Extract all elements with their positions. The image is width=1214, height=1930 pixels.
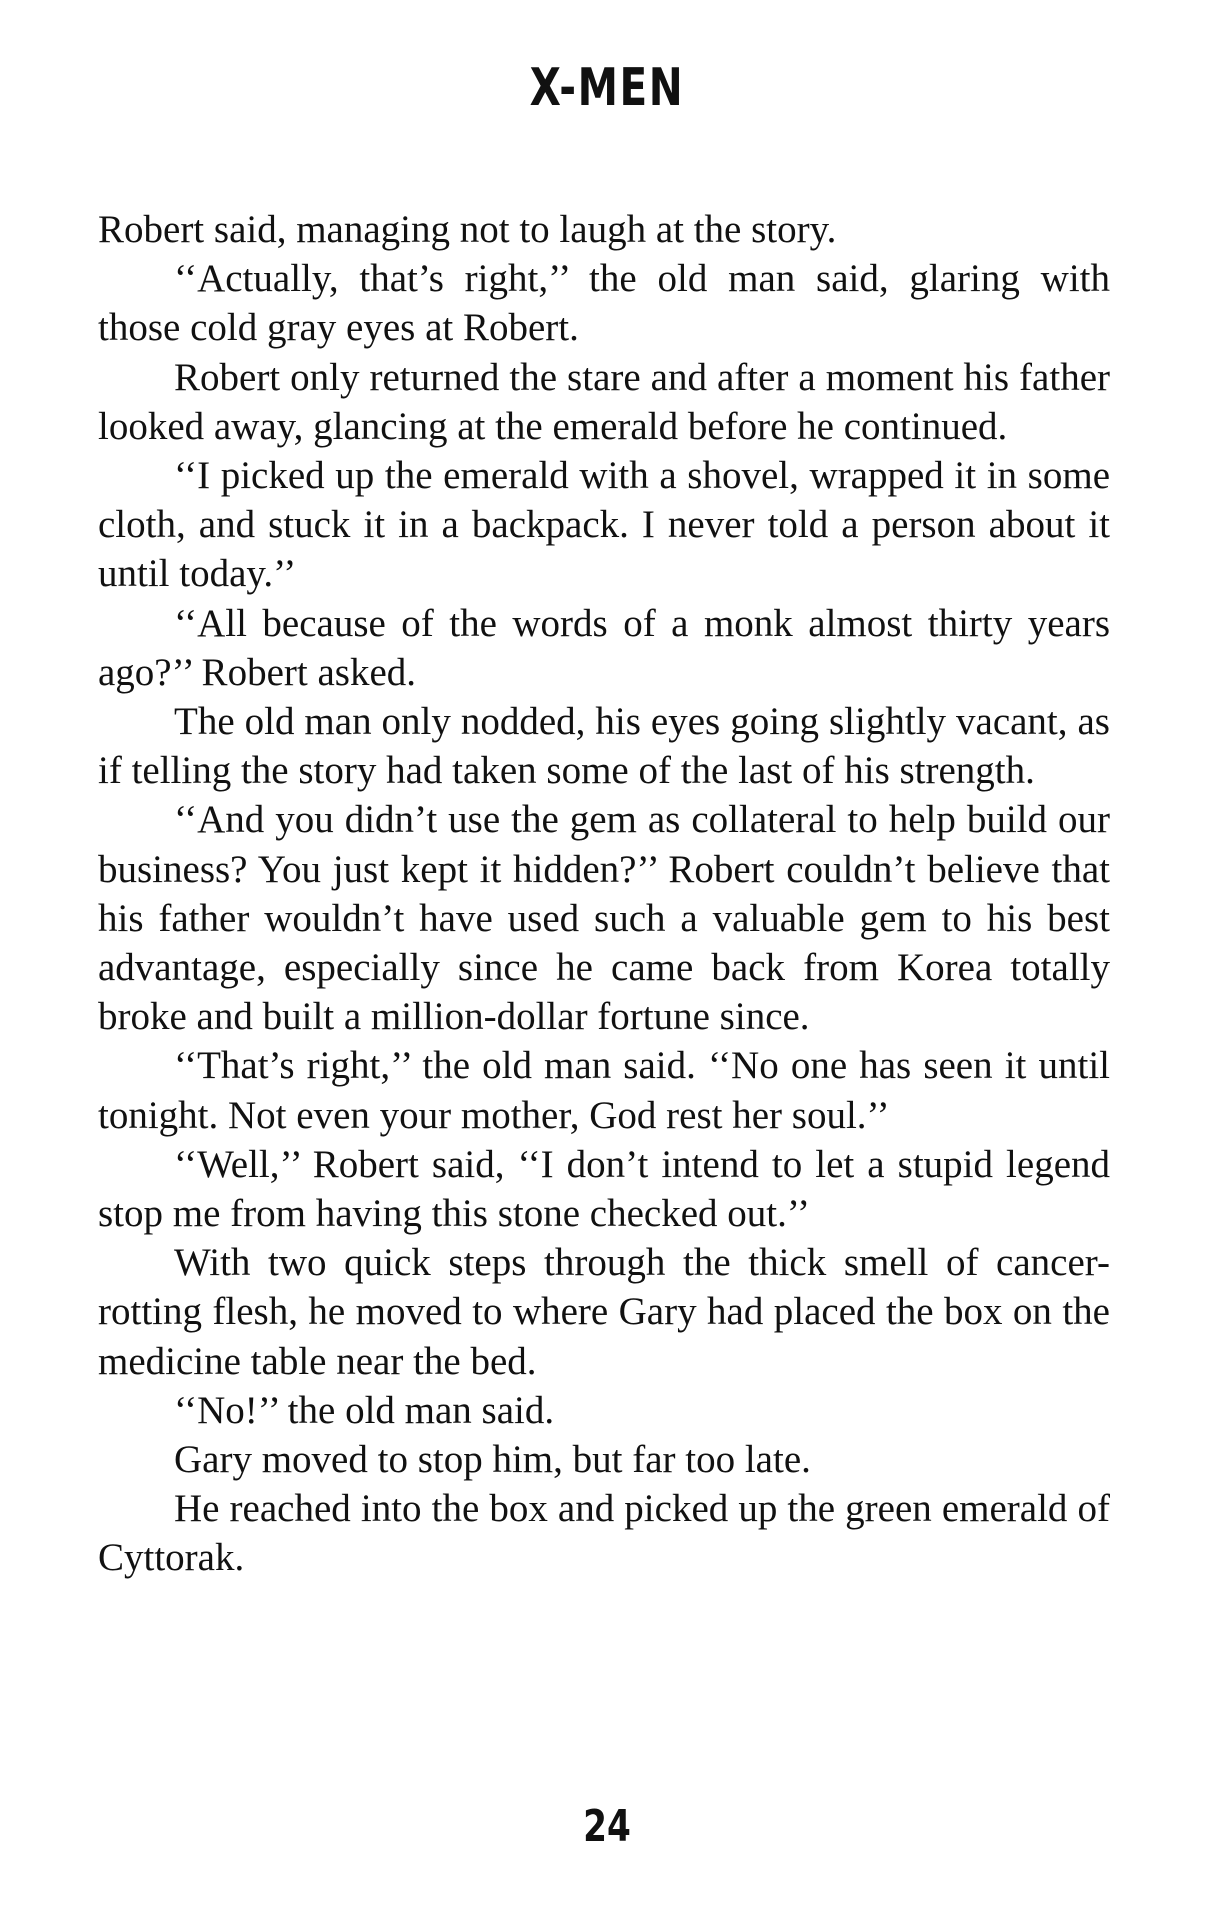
paragraph: ‘‘I picked up the emerald with a shovel, wrapped it in some cloth, and stuck it in a backpack. I never told a person about it until today.’’	[98, 454, 1110, 596]
paragraph: ‘‘No!’’ the old man said.	[174, 1388, 555, 1432]
running-head: X-MEN	[529, 58, 685, 118]
paragraph: He reached into the box and picked up the green emerald of Cyttorak.	[98, 1487, 1110, 1580]
body-text	[98, 205, 1110, 1583]
paragraph: ‘‘And you didn’t use the gem as collateral to help build our business? You just kept it hidden?’’ Robert couldn’t believe that his father wouldn’t have used such a valuable gem to his best advantage, especially since he came back from Korea totally broke and built a million-dollar fortune since.	[98, 798, 1110, 1039]
paragraph: The old man only nodded, his eyes going slightly vacant, as if telling the story had taken some of the last of his strength.	[98, 700, 1110, 793]
paragraph: With two quick steps through the thick smell of cancer-rotting flesh, he moved to where Gary had placed the box on the medicine table near the bed.	[98, 1241, 1110, 1383]
paragraph: ‘‘That’s right,’’ the old man said. ‘‘No one has seen it until tonight. Not even your mother, God rest her soul.’’	[98, 1044, 1110, 1137]
page-number: 24	[583, 1801, 631, 1852]
paragraph: Gary moved to stop him, but far too late.	[174, 1438, 811, 1482]
paragraph: Robert only returned the stare and after a moment his father looked away, glancing at the emerald before he continued.	[98, 355, 1110, 448]
paragraph: ‘‘Actually, that’s right,’’ the old man said, glaring with those cold gray eyes at Robert.	[98, 257, 1110, 350]
paragraph: Robert said, managing not to laugh at the story.	[98, 208, 837, 251]
paragraph: ‘‘All because of the words of a monk almost thirty years ago?’’ Robert asked.	[98, 601, 1110, 694]
paragraph: ‘‘Well,’’ Robert said, ‘‘I don’t intend to let a stupid legend stop me from having this stone checked out.’’	[98, 1142, 1110, 1236]
